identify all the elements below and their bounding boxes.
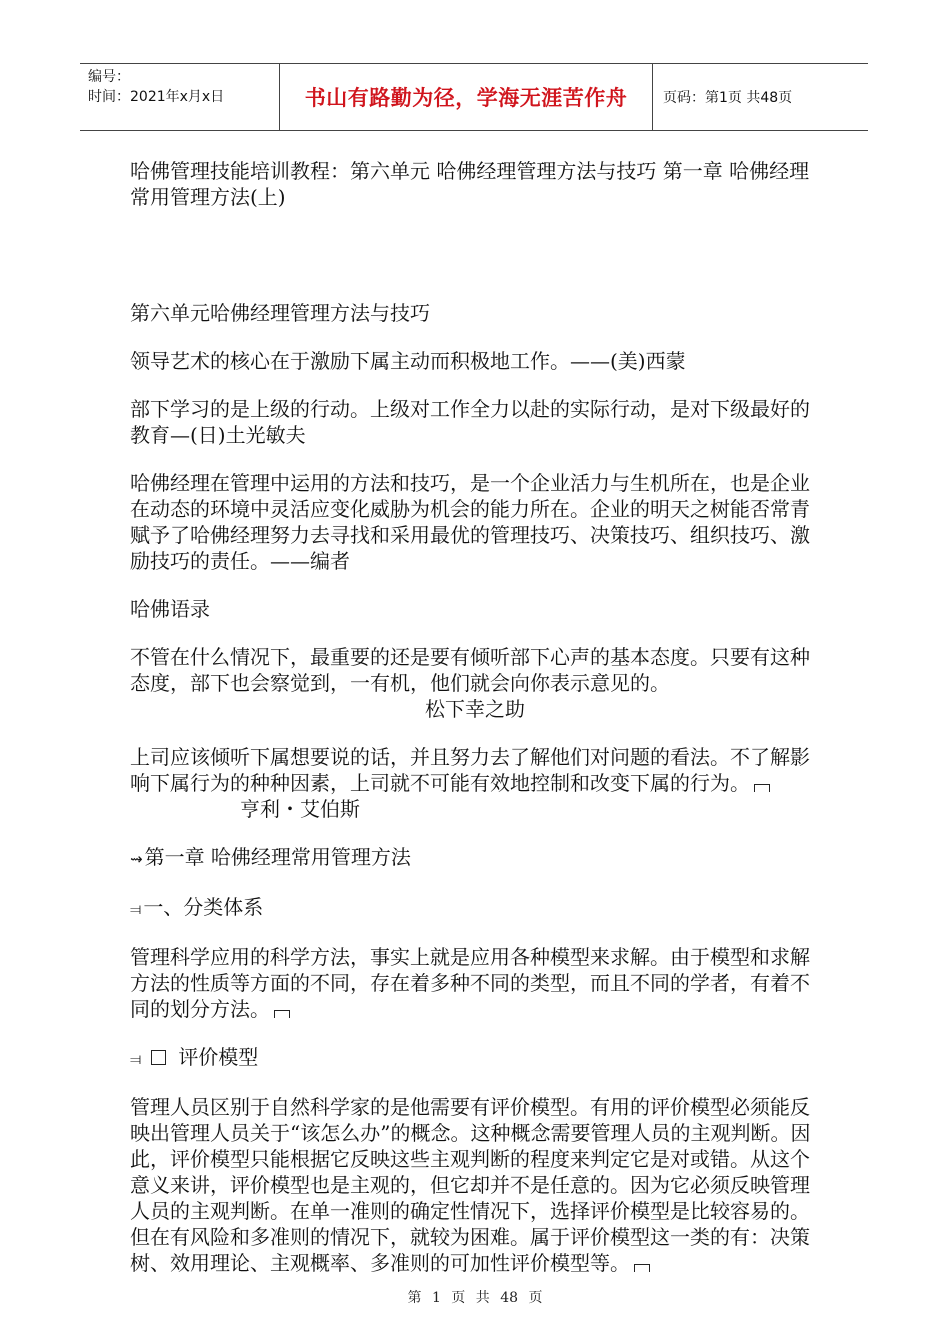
bracket-mark-icon: [274, 1010, 290, 1018]
sayings-heading: 哈佛语录: [130, 597, 210, 621]
document-title: 哈佛管理技能培训教程：第六单元 哈佛经理管理方法与技巧 第一章 哈佛经理常用管理方法(上): [130, 159, 810, 209]
header-page-label: 页码：第1页 共48页: [663, 90, 793, 106]
saying-author: 亨利・艾伯斯: [240, 797, 360, 821]
quote-doko: 部下学习的是上级的行动。上级对工作全力以赴的实际行动，是对下级最好的教育—(日)土光敏夫: [130, 397, 810, 447]
quote-simon: 领导艺术的核心在于激励下属主动而积极地工作。——(美)西蒙: [130, 349, 686, 373]
section-body-2: [130, 1094, 820, 1276]
time-label: 时间：2021年x月x日: [88, 89, 225, 105]
unit-title: 第六单元哈佛经理管理方法与技巧: [130, 301, 430, 325]
saying-author: 松下幸之助: [425, 697, 525, 721]
saying-body: 上司应该倾听下属想要说的话，并且努力去了解他们对问题的看法。不了解影响下属行为的种种因素，上司就不可能有效地控制和改变下属的行为。: [130, 745, 810, 795]
document-body: [130, 158, 820, 1276]
section-bullet-icon: ⫤: [130, 1050, 142, 1068]
page-header: [80, 63, 868, 131]
intro-paragraph: 哈佛经理在管理中运用的方法和技巧，是一个企业活力与生机所在，也是企业在动态的环境中灵活应变化威胁为机会的能力所在。企业的明天之树能否常青赋予了哈佛经理努力去寻找和采用最优的管理技巧、决策技巧、组织技巧、激励技巧的责任。——编者: [130, 471, 810, 573]
number-label: 编号：: [88, 69, 130, 85]
section-body-text: 管理人员区别于自然科学家的是他需要有评价模型。有用的评价模型必须能反映出管理人员关于“该怎么办”的概念。这种概念需要管理人员的主观判断。因此，评价模型只能根据它反映这些主观判断的程度来判定它是对或错。从这个意义来讲，评价模型也是主观的，但它却并不是任意的。因为它必须反映管理人员的主观判断。在单一准则的确定性情况下，选择评价模型是比较容易的。但在有风险和多准则的情况下，就较为困难。属于评价模型这一类的有：决策树、效用理论、主观概率、多准则的可加性评价模型等。: [130, 1095, 811, 1275]
header-meta: [80, 64, 280, 130]
chapter-bullet-icon: ⇝: [130, 850, 143, 868]
section-heading-2: [130, 1044, 820, 1072]
section-title: 评价模型: [178, 1045, 259, 1069]
header-motto: 书山有路勤为径，学海无涯苦作舟: [280, 64, 653, 130]
saying-text: 不管在什么情况下，最重要的还是要有倾听部下心声的基本态度。只要有这种态度，部下也会察觉到，一有机，他们就会向你表示意见的。: [130, 645, 810, 695]
section-title: 一、分类体系: [143, 895, 264, 919]
saying-text: [130, 744, 820, 822]
section-body-text: 管理科学应用的科学方法，事实上就是应用各种模型来求解。由于模型和求解方法的性质等方面的不同，存在着多种不同的类型，而且不同的学者，有着不同的划分方法。: [130, 945, 810, 1021]
saying-albers: [130, 744, 820, 822]
section-bullet-icon: ⫤: [130, 900, 142, 918]
checkbox-square-icon: [151, 1050, 166, 1065]
bracket-mark-icon: [754, 784, 770, 792]
bracket-mark-icon: [634, 1264, 650, 1272]
chapter-title: 第一章 哈佛经理常用管理方法: [144, 845, 411, 869]
section-body-1: [130, 944, 820, 1022]
chapter-heading: [130, 844, 820, 872]
section-heading-1: [130, 894, 820, 922]
page-footer: 第 1 页 共 48 页: [407, 1290, 543, 1306]
saying-matsushita: [130, 644, 820, 722]
